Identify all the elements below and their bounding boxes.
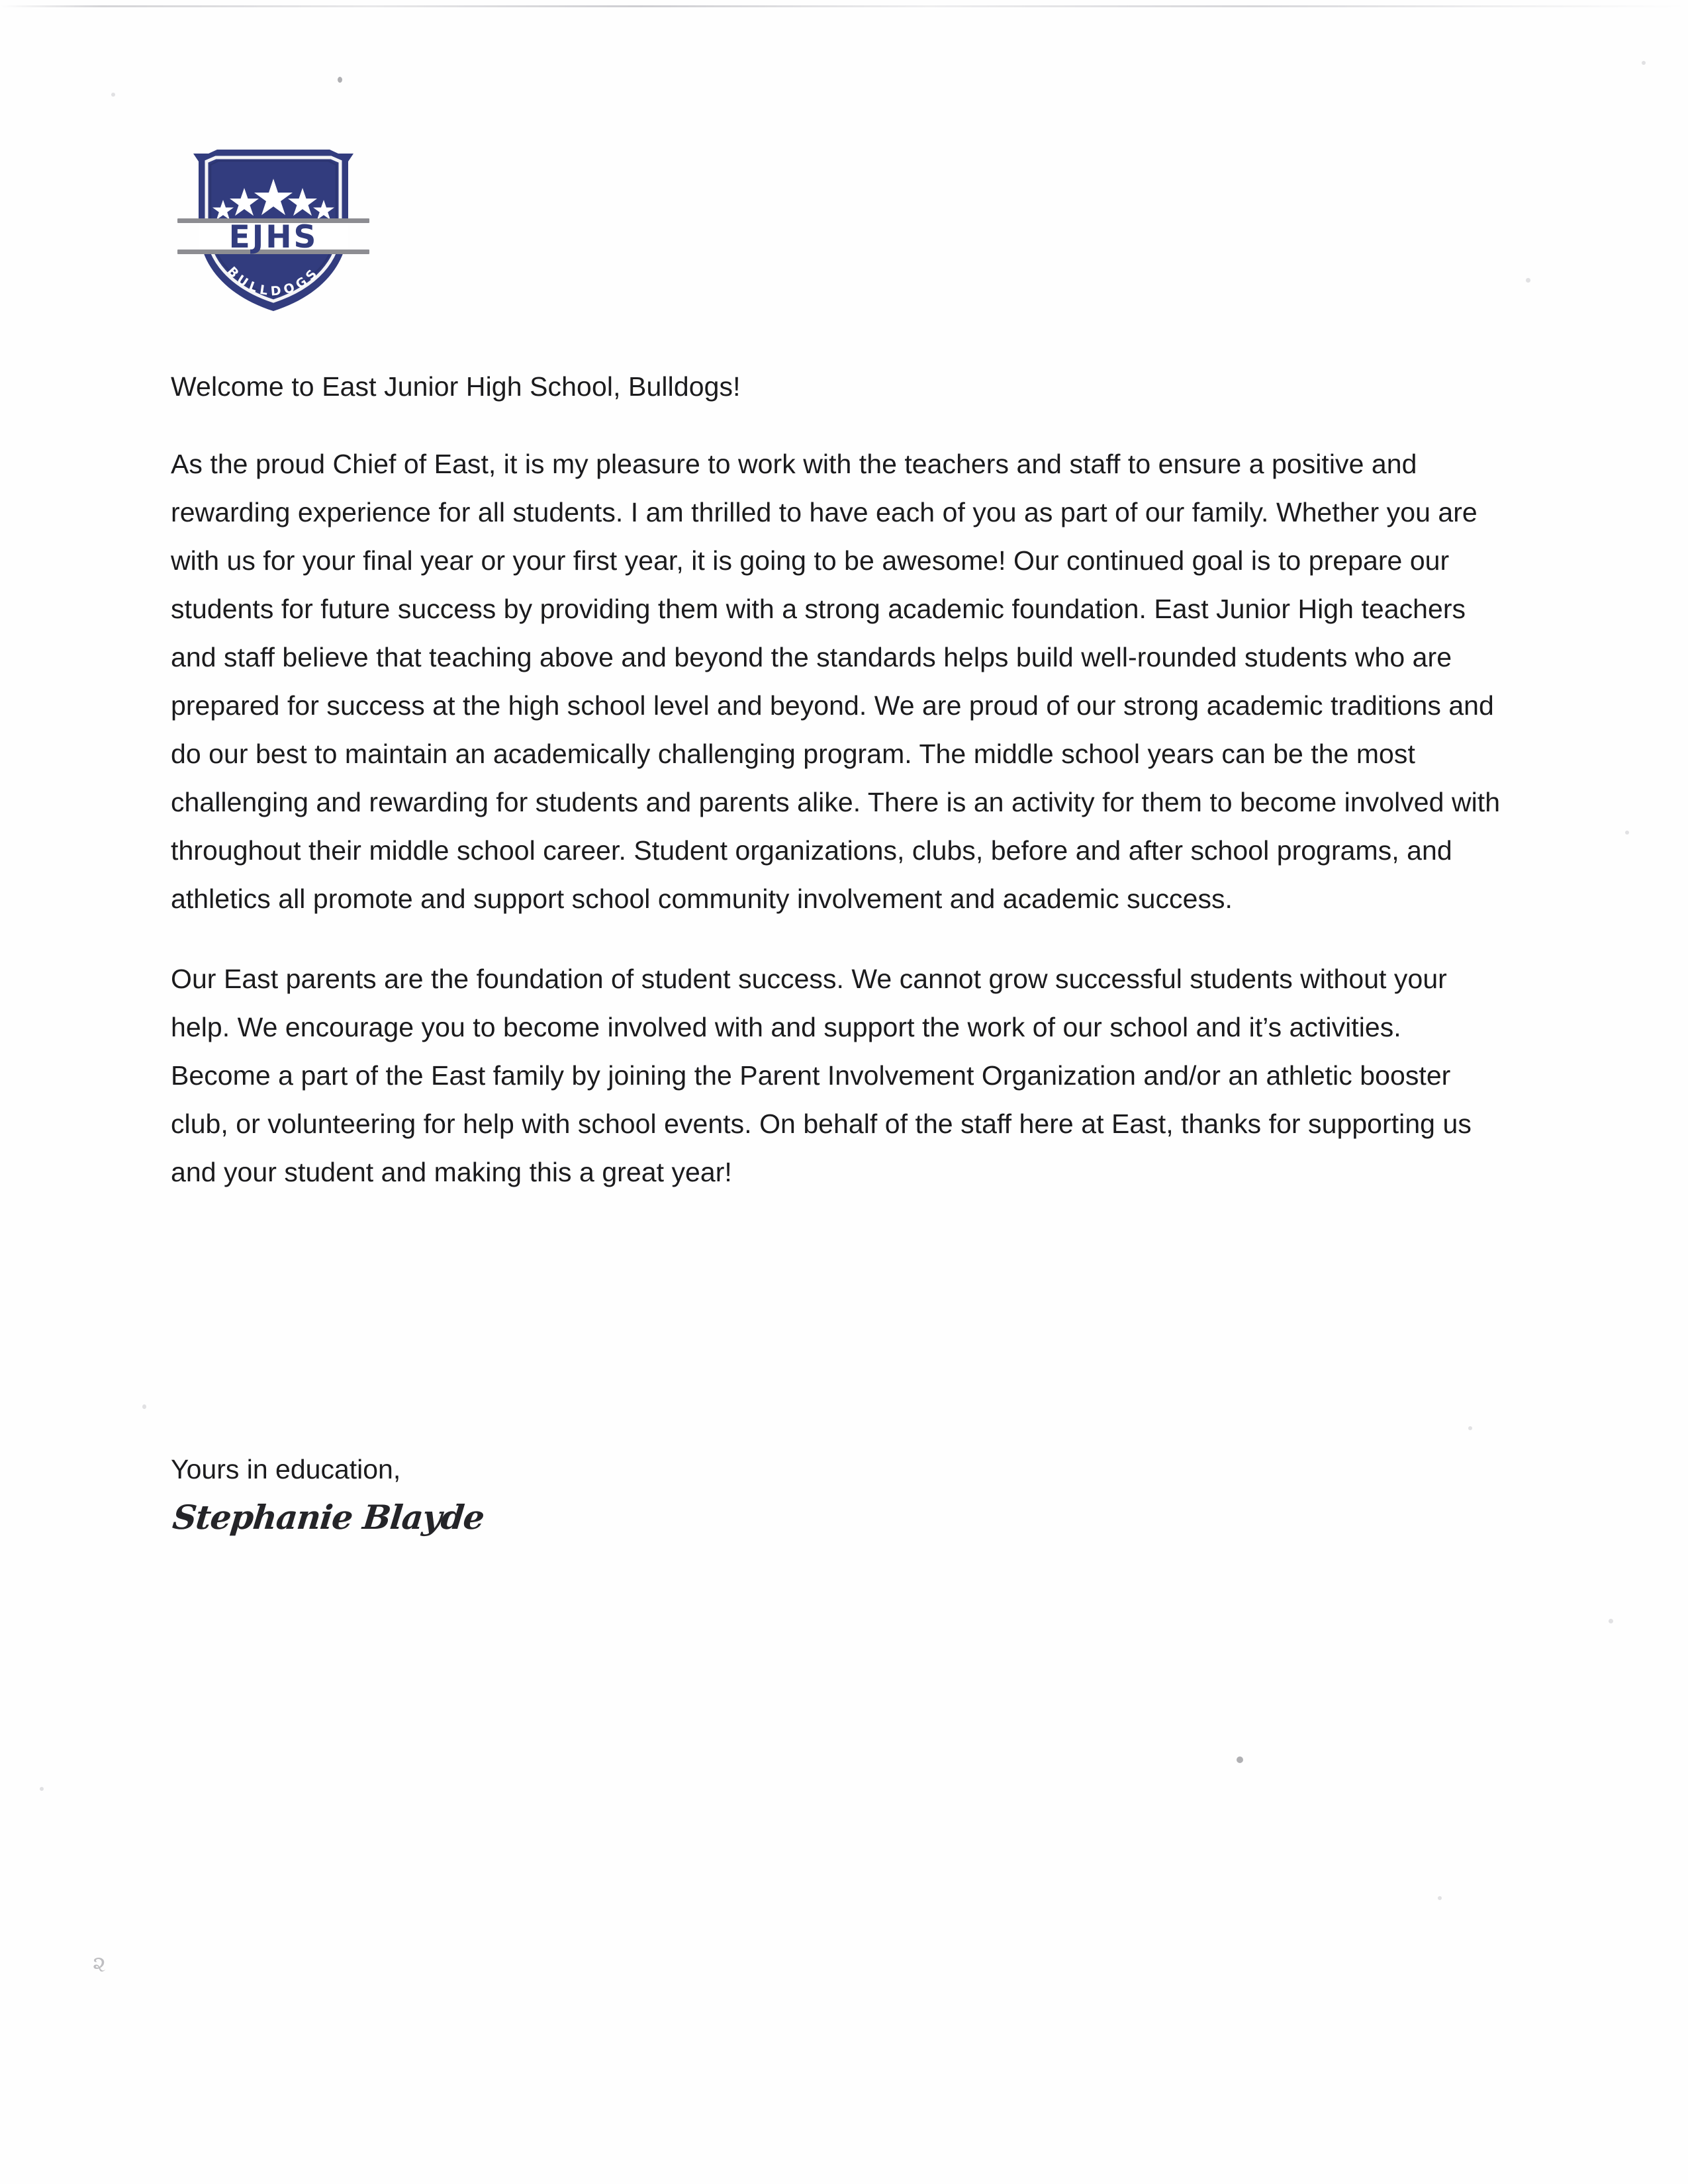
scan-speck — [40, 1787, 44, 1791]
scan-edge-line — [0, 5, 1688, 7]
scan-speck — [142, 1404, 146, 1409]
letter-body — [171, 371, 1501, 1228]
letter-greeting: Welcome to East Junior High School, Bulldogs! — [171, 371, 741, 402]
letter-paragraph-2: Our East parents are the foundation of student success. We cannot grow successful students without your help. We encourage you to become involved with and support the work of our school and it’s activities. Become a part of the East family by joining the Parent Involvement Organization and/or an athletic booster club, or volunteering for help with school events. On behalf of the staff here at East, thanks for supporting us and your student and making this a great year! — [171, 964, 1472, 1188]
letter-closing: Yours in education, — [171, 1454, 401, 1484]
letter-closing-block — [171, 1453, 1098, 1537]
scan-speck — [1642, 61, 1646, 65]
ejhs-bulldogs-shield-logo — [177, 147, 369, 312]
signature: Stephanie Blayde — [171, 1498, 486, 1537]
letter-paragraph-1: As the proud Chief of East, it is my pleasure to work with the teachers and staff to ensure a positive and rewarding experience for all students. I am thrilled to have each of you as part of our family. Whether you are with us for your final year or your first year, it is going to be awesome! Our continued goal is to prepare our students for future success by providing them with a strong academic foundation. East Junior High teachers and staff believe that teaching above and beyond the standards helps build well-rounded students who are prepared for success at the high school level and beyond. We are proud of our strong academic traditions and do our best to maintain an academically challenging program. The middle school years can be the most challenging and rewarding for students and parents alike. There is an activity for them to become involved with throughout their middle school career. Student organizations, clubs, before and after school programs, and athletics all promote and support school community involvement and academic success. — [171, 449, 1501, 915]
scan-speck — [1438, 1896, 1442, 1900]
scan-speck — [338, 77, 342, 83]
scan-speck — [1526, 278, 1530, 283]
logo-mascot-text: BULLDOGS — [224, 263, 323, 299]
scan-smudge: ૨ — [93, 1952, 106, 1977]
scan-speck — [1468, 1426, 1472, 1430]
scan-speck — [1609, 1619, 1613, 1623]
scan-speck — [1237, 1756, 1243, 1763]
logo-initials-text: EJHS — [228, 219, 318, 255]
scan-speck — [1625, 831, 1629, 835]
scan-speck — [111, 93, 115, 97]
